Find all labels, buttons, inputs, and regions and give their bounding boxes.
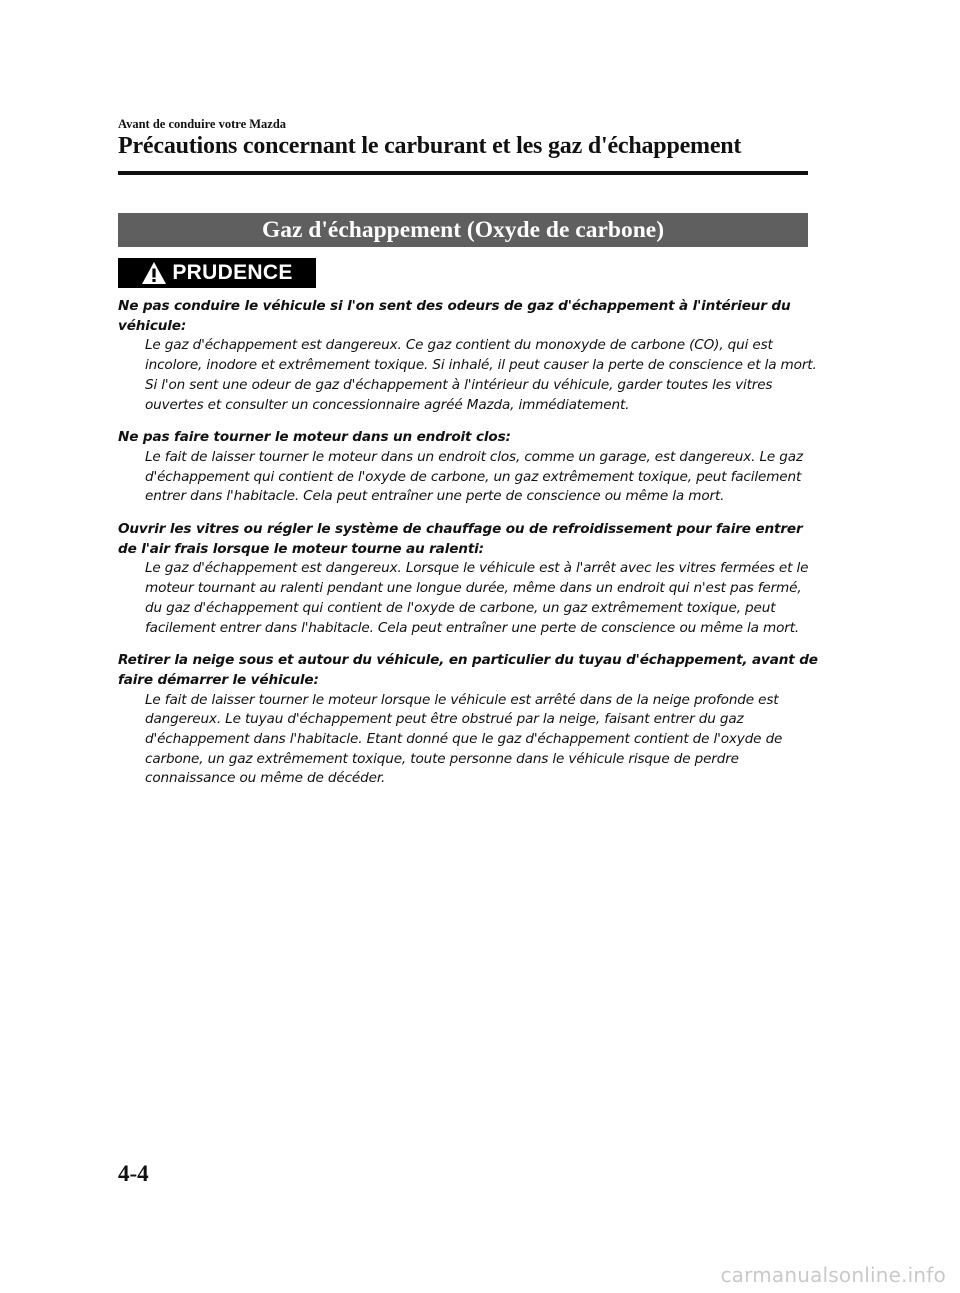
- warning-item: [118, 651, 818, 789]
- caution-label: PRUDENCE: [172, 261, 293, 284]
- warning-body: Le fait de laisser tourner le moteur dans un endroit clos, comme un garage, est dangereux. Le gaz d'échappement qui contient de l'oxyde de carbone, un gaz extrêmement toxique, peut facilement entrer dans l'habitacle. Cela peut entraîner une perte de conscience ou même la mort.: [145, 448, 803, 505]
- warning-heading: Ne pas conduire le véhicule si l'on sent des odeurs de gaz d'échappement à l'intérieur du véhicule:: [118, 298, 791, 334]
- page-number: 4-4: [118, 1161, 149, 1186]
- warning-item: [118, 520, 818, 638]
- page-title: Précautions concernant le carburant et les gaz d'échappement: [118, 133, 742, 159]
- warning-body: Le gaz d'échappement est dangereux. Ce gaz contient du monoxyde de carbone (CO), qui est incolore, inodore et extrêmement toxique. Si inhalé, il peut causer la perte de conscience et la mort. Si l'on sent une odeur de gaz d'échappement à l'intérieur du véhicule, garder toutes les vitres ouvertes et consulter un concessionnaire agréé Mazda, immédiatement.: [145, 337, 817, 413]
- warning-heading: Ouvrir les vitres ou régler le système de chauffage ou de refroidissement pour faire entrer de l'air frais lorsque le moteur tourne au ralenti:: [118, 521, 803, 557]
- watermark: carmanualsonline.info: [720, 1263, 946, 1287]
- section-title: Gaz d'échappement (Oxyde de carbone): [261, 216, 665, 243]
- warning-item: [118, 428, 818, 507]
- title-divider: [118, 171, 808, 175]
- warning-item: [118, 297, 818, 415]
- warning-triangle-icon: [141, 261, 167, 285]
- warning-body: Le gaz d'échappement est dangereux. Lorsque le véhicule est à l'arrêt avec les vitres fermées et le moteur tournant au ralenti pendant une longue durée, même dans un endroit qui n'est pas fermé, du gaz d'échappement qui contient de l'oxyde de carbone, un gaz extrêmement toxique, peut facilement entrer dans l'habitacle. Cela peut entraîner une perte de conscience ou même la mort.: [145, 560, 809, 636]
- breadcrumb: Avant de conduire votre Mazda: [118, 117, 287, 131]
- warning-list: [118, 297, 818, 802]
- warning-body: Le fait de laisser tourner le moteur lorsque le véhicule est arrêté dans de la neige profonde est dangereux. Le tuyau d'échappement peut être obstrué par la neige, faisant entrer du gaz d'échappement dans l'habitacle. Etant donné que le gaz d'échappement contient de l'oxyde de carbone, un gaz extrêmement toxique, toute personne dans le véhicule risque de perdre connaissance ou même de décéder.: [145, 691, 783, 787]
- warning-heading: Retirer la neige sous et autour du véhicule, en particulier du tuyau d'échappement, avant de faire démarrer le véhicule:: [118, 652, 818, 688]
- warning-heading: Ne pas faire tourner le moteur dans un endroit clos:: [118, 429, 511, 446]
- caution-badge: [118, 258, 316, 288]
- section-banner: [118, 213, 808, 247]
